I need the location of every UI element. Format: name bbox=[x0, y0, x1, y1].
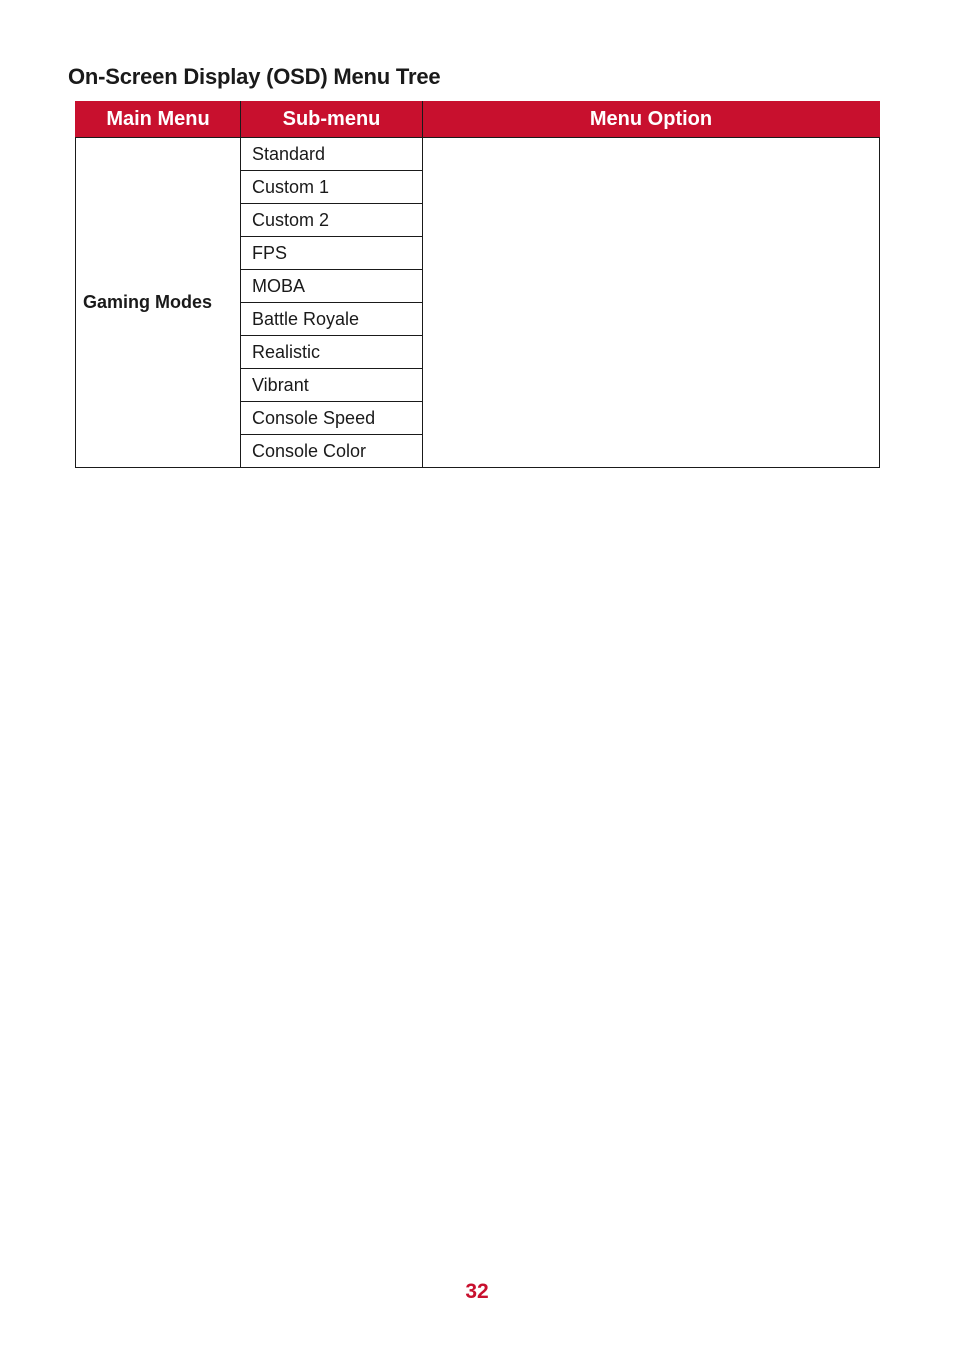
sub-menu-item: Realistic bbox=[241, 336, 423, 369]
sub-menu-item: Console Color bbox=[241, 435, 423, 468]
sub-menu-item: Custom 2 bbox=[241, 204, 423, 237]
header-menu-option: Menu Option bbox=[423, 102, 880, 138]
page-title: On-Screen Display (OSD) Menu Tree bbox=[68, 64, 441, 89]
table-row bbox=[76, 138, 880, 171]
menu-option-cell bbox=[423, 138, 880, 468]
main-menu-gaming-modes: Gaming Modes bbox=[76, 138, 241, 468]
header-sub-menu: Sub-menu bbox=[241, 102, 423, 138]
sub-menu-item: Standard bbox=[241, 138, 423, 171]
sub-menu-item: Console Speed bbox=[241, 402, 423, 435]
sub-menu-item: Battle Royale bbox=[241, 303, 423, 336]
header-main-menu: Main Menu bbox=[76, 102, 241, 138]
table-header-row bbox=[76, 102, 880, 138]
sub-menu-item: MOBA bbox=[241, 270, 423, 303]
sub-menu-item: FPS bbox=[241, 237, 423, 270]
sub-menu-item: Vibrant bbox=[241, 369, 423, 402]
sub-menu-item: Custom 1 bbox=[241, 171, 423, 204]
osd-menu-tree-table bbox=[75, 101, 880, 468]
page-number: 32 bbox=[465, 1280, 489, 1303]
